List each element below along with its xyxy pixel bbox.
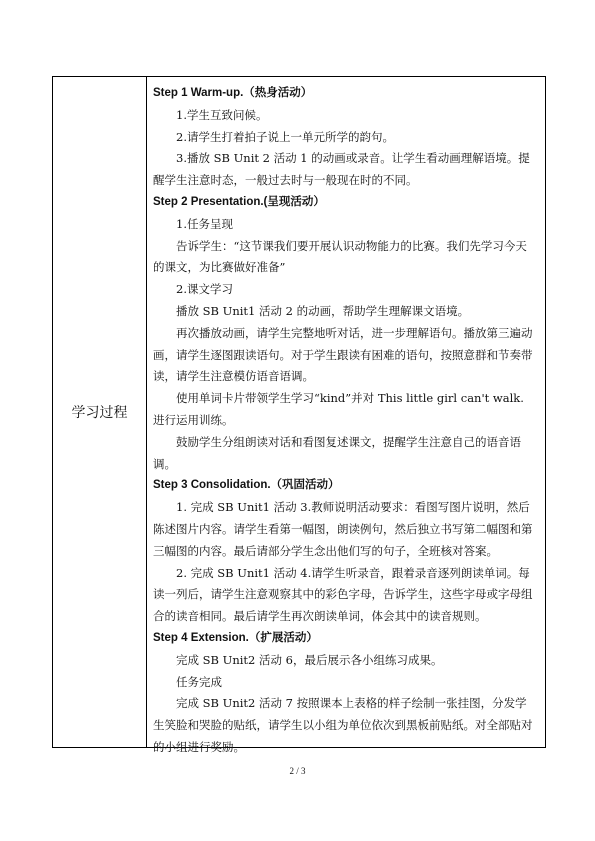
body-paragraph: 3.播放 SB Unit 2 活动 1 的动画或录音。让学生看动画理解语境。提醒学生注意时态，一般过去时与一般现在时的不同。 <box>153 151 530 188</box>
body-paragraph: 1.任务呈现 <box>176 216 233 231</box>
step-heading: Step 3 Consolidation.（巩固活动） <box>153 479 340 492</box>
page-number: 2 / 3 <box>289 766 306 776</box>
step-heading: Step 4 Extension.（扩展活动） <box>153 631 318 644</box>
step-heading: Step 1 Warm-up.（热身活动） <box>153 87 313 99</box>
body-paragraph: 2.课文学习 <box>176 282 233 297</box>
body-paragraph: 2.请学生打着拍子说上一单元所学的韵句。 <box>176 129 394 144</box>
body-paragraph: 1. 完成 SB Unit1 活动 3.教师说明活动要求：看图写图片说明，然后陈述图片内容。请学生看第一幅图，朗读例句，然后独立书写第二幅图和第三幅图的内容。最后请部分学生念出他们写的句子，全班核对答案。 <box>153 500 533 558</box>
row-label: 学习过程 <box>71 405 128 421</box>
body-paragraph: 完成 SB Unit2 活动 7 按照课本上表格的样子绘制一张挂图，分发学生笑脸和哭脸的贴纸，请学生以小组为单位依次到黑板前贴纸。对全部贴对的小组进行奖励。 <box>153 696 533 754</box>
body-paragraph: 告诉学生：“这节课我们要开展认识动物能力的比赛。我们先学习今天的课文，为比赛做好准备” <box>153 238 527 275</box>
body-paragraph: 2. 完成 SB Unit1 活动 4.请学生听录音，跟着录音逐列朗读单词。每读一列后，请学生注意观察其中的彩色字母，告诉学生，这些字母或字母组合的读音相同。最后请学生再次朗读单词，体会其中的读音规则。 <box>153 565 533 624</box>
body-paragraph: 再次播放动画，请学生完整地听对话，进一步理解语句。播放第三遍动画，请学生逐图跟读语句。对于学生跟读有困难的语句，按照意群和节奏带读，请学生注意模仿语音语调。 <box>153 325 533 384</box>
body-paragraph: 任务完成 <box>176 674 222 689</box>
step-heading: Step 2 Presentation.(呈现活动） <box>153 195 325 208</box>
body-paragraph: 鼓励学生分组朗读对话和看图复述课文，提醒学生注意自己的语音语调。 <box>153 434 521 471</box>
column-divider <box>146 77 147 747</box>
body-paragraph: 播放 SB Unit1 活动 2 的动画，帮助学生理解课文语境。 <box>176 303 470 318</box>
row-label-cell <box>53 77 146 747</box>
lesson-table <box>52 76 546 754</box>
body-paragraph: 使用单词卡片带领学生学习“kind”并对 This little girl can't walk. 进行运用训练。 <box>153 391 524 427</box>
content-cell <box>153 83 537 759</box>
body-paragraph: 完成 SB Unit2 活动 6，最后展示各小组练习成果。 <box>176 652 443 667</box>
body-paragraph: 1.学生互致问候。 <box>176 107 268 122</box>
